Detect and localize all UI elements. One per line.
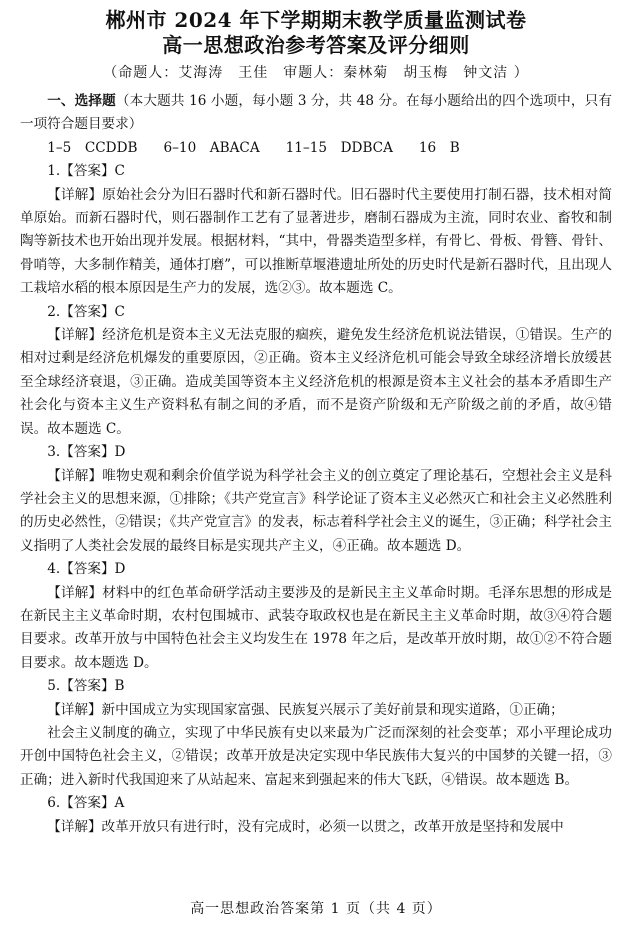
document-authors: （命题人：艾海涛 王佳 审题人：秦林菊 胡玉梅 钟文洁 ） [103, 65, 529, 81]
question-detail: 【详解】唯物史观和剩余价值学说为科学社会主义的创立奠定了理论基石，空想社会主义是科学社会主义的思想来源，①排除；《共产党宣言》科学论证了资本主义必然灭亡和社会主义必然胜利的历史必然性，②错误；《共产党宣言》的发表，标志着科学社会主义的诞生，③正确；科学社会主义指明了人类社会发展的最终目标是实现共产主义，④正确。故本题选 D。 [20, 467, 612, 554]
question-detail: 【详解】经济危机是资本主义无法克服的痼疾，避免发生经济危机说法错误，①错误。生产的相对过剩是经济危机爆发的重要原因，②正确。资本主义经济危机可能会导致全球经济增长放缓甚至全球经济衰退，③正确。造成美国等资本主义经济危机的根源是资本主义社会的基本矛盾即生产社会化与资本主义生产资料私有制之间的矛盾，而不是资产阶级和无产阶级之前的矛盾，故④错误。故本题选 C。 [20, 327, 612, 437]
question-answer: 6.【答案】A [47, 795, 125, 812]
document-title-line1: 郴州市 2024 年下学期期末教学质量监测试卷 [105, 8, 527, 32]
answer-group: 6–10 ABACA [163, 139, 260, 156]
question-answer: 1.【答案】C [47, 163, 125, 180]
question-answer: 4.【答案】D [47, 561, 126, 578]
question-detail: 【详解】原始社会分为旧石器时代和新石器时代。旧石器时代主要使用打制石器，技术相对简单原始。而新石器时代，则石器制作工艺有了显著进步，磨制石器成为主流，同时农业、畜牧和制陶等新技术也开始出现并发展。根据材料，“其中，骨器类造型多样，有骨匕、骨板、骨簪、骨针、骨哨等，大多制作精美，通体打磨”，可以推断草堰港遗址所处的历史时代是新石器时代，且出现人工栽培水稻的根本原因是生产力的发展，选②③。故本题选 C。 [20, 186, 612, 297]
answer-group: 16 B [418, 139, 460, 156]
question-detail: 【详解】改革开放只有进行时，没有完成时，必须一以贯之，改革开放是坚持和发展中 [47, 818, 564, 835]
page-footer: 高一思想政治答案第 1 页（共 4 页） [190, 901, 442, 917]
answer-group: 1–5 CCDDB [47, 139, 138, 156]
section-heading [20, 90, 612, 137]
document-body [20, 90, 612, 839]
section-label: 一、选择题 [47, 93, 116, 109]
section-intro: （本大题共 16 小题，每小题 3 分，共 48 分。在每小题给出的四个选项中，只有一项符合题目要求） [20, 93, 612, 133]
answer-group: 11–15 DDBCA [285, 139, 393, 156]
answer-summary [20, 137, 612, 160]
question-detail: 【详解】材料中的红色革命研学活动主要涉及的是新民主主义革命时期。毛泽东思想的形成是在新民主主义革命时期，农村包围城市、武装夺取政权也是在新民主主义革命时期，故③④符合题目要求。改革开放与中国特色社会主义均发生在 1978 年之后，是改革开放时期，故①②不符合题目要求。故本题选 D。 [20, 584, 612, 671]
question-answer: 3.【答案】D [47, 444, 126, 461]
document-title-line2: 高一思想政治参考答案及评分细则 [162, 33, 470, 57]
question-answer: 5.【答案】B [47, 678, 125, 695]
question-detail: 【详解】新中国成立为实现国家富强、民族复兴展示了美好前景和现实道路，①正确； [47, 701, 564, 718]
question-answer: 2.【答案】C [47, 303, 125, 320]
question-detail: 社会主义制度的确立，实现了中华民族有史以来最为广泛而深刻的社会变革；邓小平理论成功开创中国特色社会主义，②错误；改革开放是决定实现中华民族伟大复兴的中国梦的关键一招，③正确；进入新时代我国迎来了从站起来、富起来到强起来的伟大飞跃，④错误。故本题选 B。 [20, 724, 612, 788]
